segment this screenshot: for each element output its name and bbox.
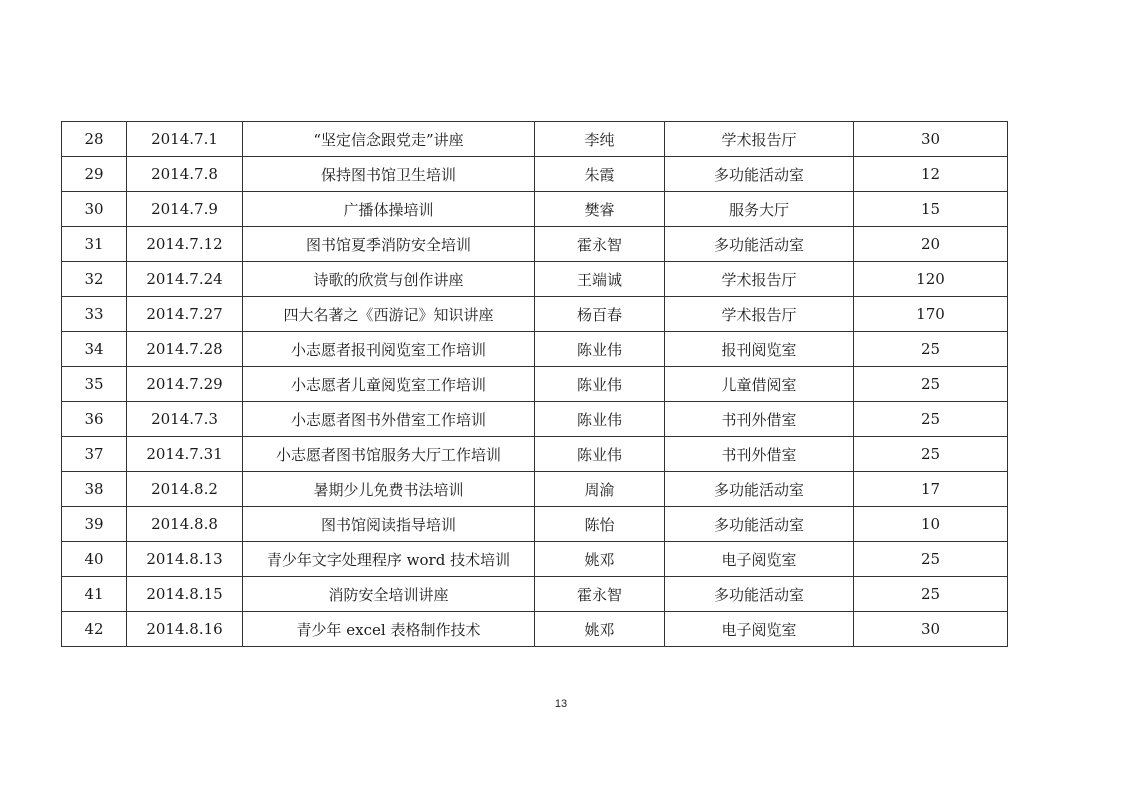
training-schedule-table bbox=[61, 121, 1008, 647]
row-number-cell: 41 bbox=[62, 577, 127, 612]
attendance-count-cell: 25 bbox=[854, 437, 1008, 472]
date-cell: 2014.7.28 bbox=[127, 332, 243, 367]
speaker-cell: 陈业伟 bbox=[535, 367, 665, 402]
venue-cell: 多功能活动室 bbox=[665, 157, 854, 192]
row-number-cell: 42 bbox=[62, 612, 127, 647]
event-title-cell: 保持图书馆卫生培训 bbox=[243, 157, 535, 192]
attendance-count-cell: 30 bbox=[854, 122, 1008, 157]
date-cell: 2014.7.27 bbox=[127, 297, 243, 332]
event-title-cell: 广播体操培训 bbox=[243, 192, 535, 227]
attendance-count-cell: 25 bbox=[854, 367, 1008, 402]
event-title-cell: “坚定信念跟党走”讲座 bbox=[243, 122, 535, 157]
speaker-cell: 李纯 bbox=[535, 122, 665, 157]
event-title-cell: 青少年 excel 表格制作技术 bbox=[243, 612, 535, 647]
attendance-count-cell: 25 bbox=[854, 332, 1008, 367]
table-row bbox=[62, 437, 1008, 472]
event-title-cell: 小志愿者图书外借室工作培训 bbox=[243, 402, 535, 437]
table-row bbox=[62, 122, 1008, 157]
speaker-cell: 陈业伟 bbox=[535, 402, 665, 437]
event-title-cell: 诗歌的欣赏与创作讲座 bbox=[243, 262, 535, 297]
row-number-cell: 34 bbox=[62, 332, 127, 367]
venue-cell: 多功能活动室 bbox=[665, 507, 854, 542]
row-number-cell: 38 bbox=[62, 472, 127, 507]
event-title-cell: 消防安全培训讲座 bbox=[243, 577, 535, 612]
table-row bbox=[62, 507, 1008, 542]
row-number-cell: 31 bbox=[62, 227, 127, 262]
table-row bbox=[62, 367, 1008, 402]
table-row bbox=[62, 402, 1008, 437]
attendance-count-cell: 10 bbox=[854, 507, 1008, 542]
event-title-cell: 青少年文字处理程序 word 技术培训 bbox=[243, 542, 535, 577]
table-row bbox=[62, 192, 1008, 227]
row-number-cell: 29 bbox=[62, 157, 127, 192]
date-cell: 2014.7.1 bbox=[127, 122, 243, 157]
speaker-cell: 周渝 bbox=[535, 472, 665, 507]
speaker-cell: 姚邓 bbox=[535, 542, 665, 577]
date-cell: 2014.8.13 bbox=[127, 542, 243, 577]
date-cell: 2014.7.29 bbox=[127, 367, 243, 402]
date-cell: 2014.7.24 bbox=[127, 262, 243, 297]
date-cell: 2014.8.8 bbox=[127, 507, 243, 542]
table-row bbox=[62, 297, 1008, 332]
venue-cell: 儿童借阅室 bbox=[665, 367, 854, 402]
table-row bbox=[62, 332, 1008, 367]
date-cell: 2014.7.9 bbox=[127, 192, 243, 227]
event-title-cell: 图书馆阅读指导培训 bbox=[243, 507, 535, 542]
venue-cell: 电子阅览室 bbox=[665, 612, 854, 647]
speaker-cell: 朱霞 bbox=[535, 157, 665, 192]
venue-cell: 服务大厅 bbox=[665, 192, 854, 227]
date-cell: 2014.8.16 bbox=[127, 612, 243, 647]
table-row bbox=[62, 227, 1008, 262]
venue-cell: 多功能活动室 bbox=[665, 472, 854, 507]
venue-cell: 多功能活动室 bbox=[665, 227, 854, 262]
event-title-cell: 图书馆夏季消防安全培训 bbox=[243, 227, 535, 262]
venue-cell: 书刊外借室 bbox=[665, 402, 854, 437]
speaker-cell: 陈业伟 bbox=[535, 332, 665, 367]
date-cell: 2014.7.8 bbox=[127, 157, 243, 192]
table-row bbox=[62, 157, 1008, 192]
venue-cell: 报刊阅览室 bbox=[665, 332, 854, 367]
row-number-cell: 32 bbox=[62, 262, 127, 297]
date-cell: 2014.7.31 bbox=[127, 437, 243, 472]
table-row bbox=[62, 612, 1008, 647]
venue-cell: 多功能活动室 bbox=[665, 577, 854, 612]
table-row bbox=[62, 262, 1008, 297]
attendance-count-cell: 20 bbox=[854, 227, 1008, 262]
row-number-cell: 30 bbox=[62, 192, 127, 227]
table-row bbox=[62, 577, 1008, 612]
event-title-cell: 小志愿者儿童阅览室工作培训 bbox=[243, 367, 535, 402]
attendance-count-cell: 30 bbox=[854, 612, 1008, 647]
row-number-cell: 37 bbox=[62, 437, 127, 472]
speaker-cell: 樊睿 bbox=[535, 192, 665, 227]
speaker-cell: 陈怡 bbox=[535, 507, 665, 542]
attendance-count-cell: 12 bbox=[854, 157, 1008, 192]
row-number-cell: 28 bbox=[62, 122, 127, 157]
speaker-cell: 姚邓 bbox=[535, 612, 665, 647]
date-cell: 2014.8.15 bbox=[127, 577, 243, 612]
event-title-cell: 暑期少儿免费书法培训 bbox=[243, 472, 535, 507]
speaker-cell: 陈业伟 bbox=[535, 437, 665, 472]
attendance-count-cell: 170 bbox=[854, 297, 1008, 332]
date-cell: 2014.7.12 bbox=[127, 227, 243, 262]
venue-cell: 书刊外借室 bbox=[665, 437, 854, 472]
venue-cell: 学术报告厅 bbox=[665, 297, 854, 332]
attendance-count-cell: 15 bbox=[854, 192, 1008, 227]
row-number-cell: 33 bbox=[62, 297, 127, 332]
table-row bbox=[62, 472, 1008, 507]
row-number-cell: 39 bbox=[62, 507, 127, 542]
speaker-cell: 杨百春 bbox=[535, 297, 665, 332]
row-number-cell: 35 bbox=[62, 367, 127, 402]
speaker-cell: 霍永智 bbox=[535, 227, 665, 262]
attendance-count-cell: 25 bbox=[854, 542, 1008, 577]
attendance-count-cell: 25 bbox=[854, 402, 1008, 437]
table-row bbox=[62, 542, 1008, 577]
page-number: 13 bbox=[554, 698, 568, 710]
row-number-cell: 36 bbox=[62, 402, 127, 437]
table-body bbox=[62, 122, 1008, 647]
attendance-count-cell: 17 bbox=[854, 472, 1008, 507]
attendance-count-cell: 25 bbox=[854, 577, 1008, 612]
venue-cell: 学术报告厅 bbox=[665, 262, 854, 297]
speaker-cell: 王端诚 bbox=[535, 262, 665, 297]
event-title-cell: 四大名著之《西游记》知识讲座 bbox=[243, 297, 535, 332]
row-number-cell: 40 bbox=[62, 542, 127, 577]
venue-cell: 电子阅览室 bbox=[665, 542, 854, 577]
event-title-cell: 小志愿者报刊阅览室工作培训 bbox=[243, 332, 535, 367]
attendance-count-cell: 120 bbox=[854, 262, 1008, 297]
event-title-cell: 小志愿者图书馆服务大厅工作培训 bbox=[243, 437, 535, 472]
venue-cell: 学术报告厅 bbox=[665, 122, 854, 157]
speaker-cell: 霍永智 bbox=[535, 577, 665, 612]
date-cell: 2014.8.2 bbox=[127, 472, 243, 507]
date-cell: 2014.7.3 bbox=[127, 402, 243, 437]
